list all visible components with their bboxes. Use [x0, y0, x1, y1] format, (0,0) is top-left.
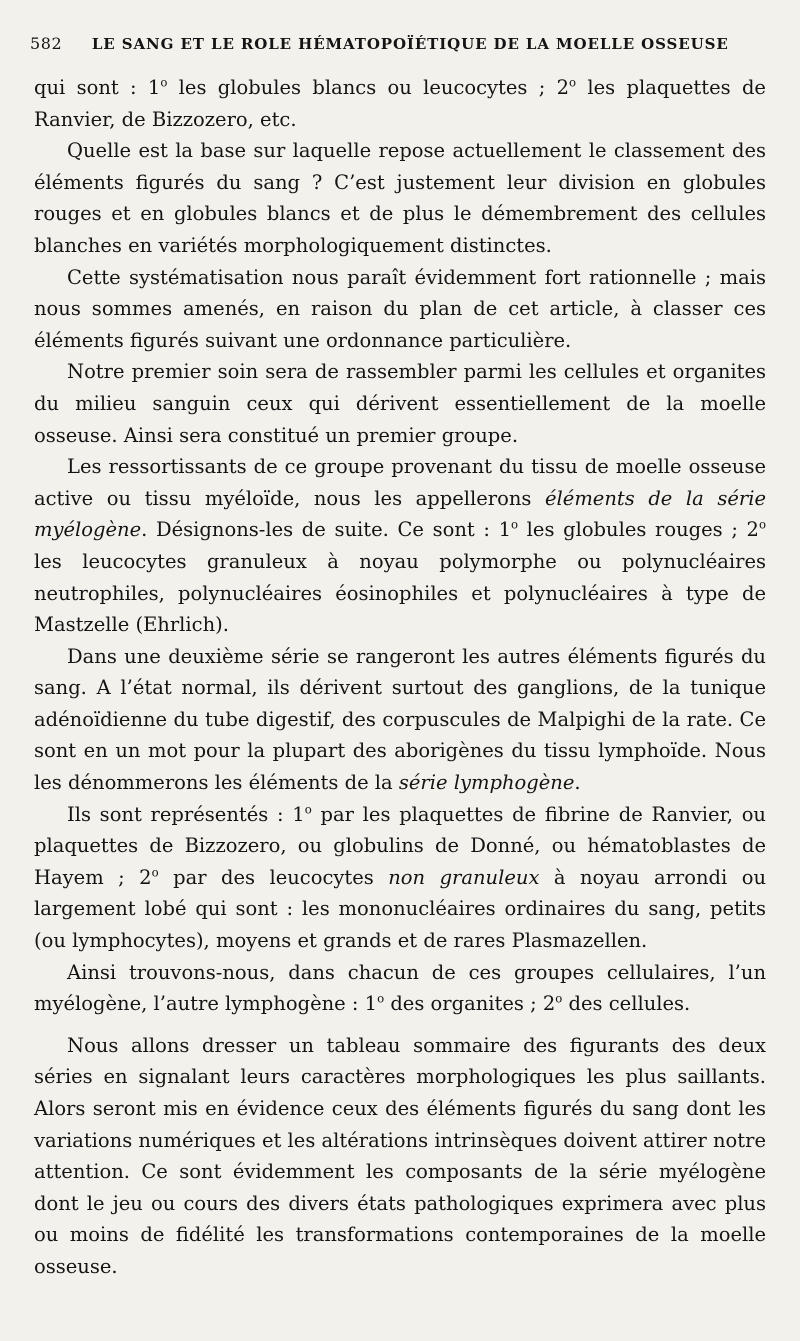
text-run: des organites ; 2 [384, 992, 556, 1016]
italic-term: série lymphogène [398, 771, 575, 795]
running-title: LE SANG ET LE ROLE HÉMATOPOÏÉTIQUE DE LA MOELLE OSSEUSE [91, 35, 729, 53]
text-run: Ils sont représentés : 1 [67, 802, 305, 826]
text-run: Dans une deuxième série se rangeront les autres éléments figurés du sang. A l’état normal, ils dérivent surtout des ganglions, de la tunique adénoïdienne du tube digestif, des corpuscules de Malpighi de la rate. Ce sont en un mot pour la plupart des aborigènes du tissu lymphoïde. Nous les dénommerons les éléments de la [34, 644, 766, 795]
text-run: . Désignons-les de suite. Ce sont : 1 [141, 518, 511, 542]
text-run: Cette systématisation nous paraît évidemment fort rationnelle ; mais nous sommes amenés, en raison du plan de cet article, à classer ces éléments figurés suivant une ordonnance particulière. [34, 265, 766, 352]
ordinal-superscript: o [377, 991, 385, 1006]
ordinal-superscript: o [555, 991, 563, 1006]
text-run: à noyau arrondi ou largement lobé qui sont : les mononucléaires ordinaires du sang, petits (ou lymphocytes), moyens et grands et de rares Plasmazellen. [34, 865, 766, 953]
text-run: les plaquettes de Ranvier, de Bizzozero, etc. [34, 76, 766, 131]
body-text [34, 72, 766, 1283]
paragraph [34, 1030, 766, 1283]
ordinal-superscript: o [151, 865, 159, 880]
paragraph [34, 799, 766, 957]
text-run: des cellules. [562, 992, 691, 1016]
ordinal-superscript: o [510, 517, 519, 532]
text-run: . [574, 771, 581, 795]
ordinal-superscript: o [569, 75, 577, 90]
paragraph [34, 641, 766, 799]
italic-term: non granuleux [388, 865, 540, 889]
ordinal-superscript: o [160, 75, 168, 90]
paragraph [34, 451, 766, 641]
ordinal-superscript: o [304, 802, 312, 817]
text-run: les globules rouges ; 2 [518, 518, 759, 542]
text-run: Quelle est la base sur laquelle repose actuellement le classement des éléments figurés du sang ? C’est justement leur division en globules rouges et en globules blancs et de plus le démembrement des cellules blanches en variétés morphologiquement distinctes. [34, 139, 766, 257]
text-run: par les plaquettes de fibrine de Ranvier, ou plaquettes de Bizzozero, ou globulins de Donné, ou hématoblastes de Hayem ; 2 [34, 802, 766, 889]
italic-term: éléments de la série myélogène [34, 486, 766, 542]
ordinal-superscript: o [758, 517, 766, 532]
text-run: Notre premier soin sera de rassembler parmi les cellules et organites du milieu sanguin ceux qui dérivent essentiellement de la moelle osseuse. Ainsi sera constitué un premier groupe. [34, 360, 766, 447]
text-run: les globules blancs ou leucocytes ; 2 [167, 76, 570, 99]
page-header [30, 34, 760, 58]
text-run: par des leucocytes [158, 865, 389, 889]
text-run: Ainsi trouvons-nous, dans chacun de ces groupes cellulaires, l’un myélogène, l’autre lymphogène : 1 [34, 960, 766, 1016]
paragraph [34, 262, 766, 357]
text-run: Nous allons dresser un tableau sommaire des figurants des deux séries en signalant leurs caractères morphologiques les plus saillants. Alors seront mis en évidence ceux des éléments figurés du sang dont les variations numériques et les altérations intrinsèques doivent attirer notre attention. Ce sont évidemment les composants de la série myélogène dont le jeu ou cours des divers états pathologiques exprimera avec plus ou moins de fidélité les transformations contemporaines de la moelle osseuse. [34, 1033, 766, 1278]
text-run: qui sont : 1 [34, 76, 161, 99]
paragraph [34, 72, 766, 135]
text-run: les leucocytes granuleux à noyau polymorphe ou polynucléaires neutrophiles, polynucléaires éosinophiles et polynucléaires à type de Mastzelle (Ehrlich). [34, 549, 766, 637]
page-number: 582 [30, 34, 63, 53]
paragraph [34, 957, 766, 1020]
text-run: Les ressortissants de ce groupe provenant du tissu de moelle osseuse active ou tissu myéloïde, nous les appellerons [34, 455, 766, 510]
paragraph [34, 356, 766, 451]
paragraph [34, 135, 766, 261]
